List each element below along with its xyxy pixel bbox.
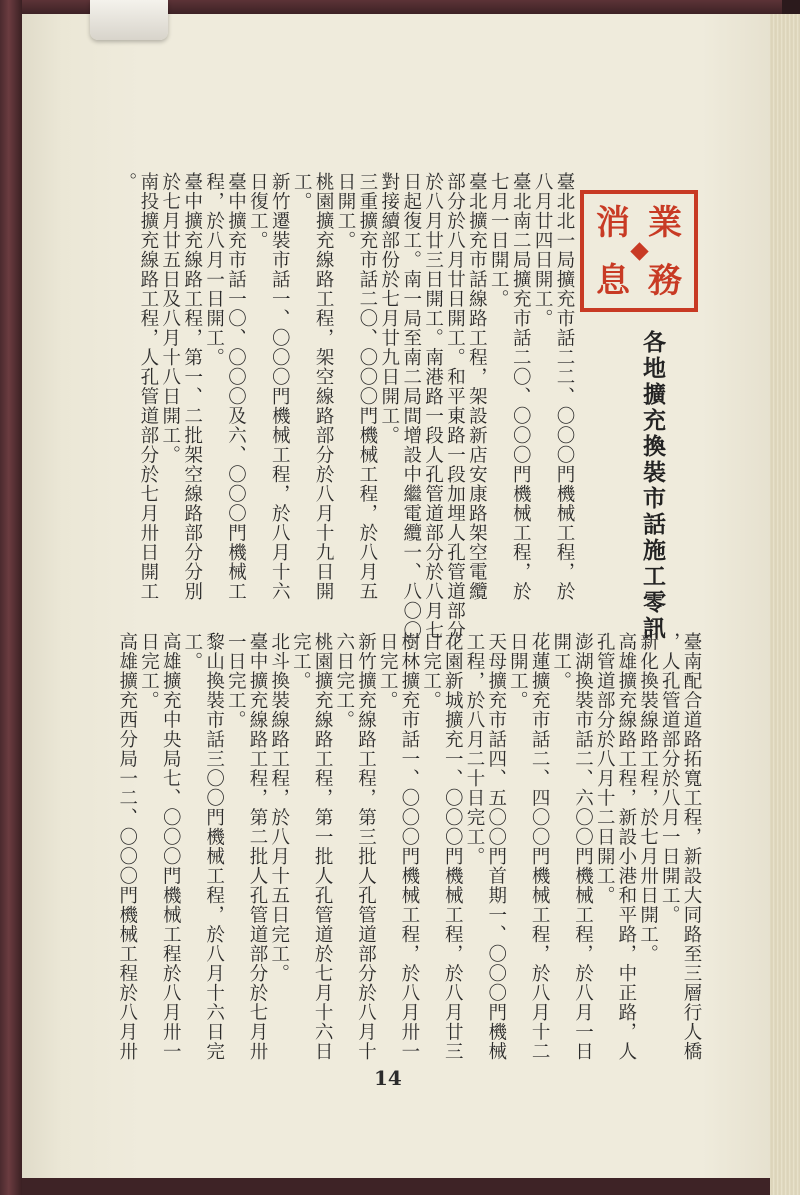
text-column: 臺中擴充市話一〇、〇〇〇及六、〇〇〇門機械工 xyxy=(225,172,247,601)
text-column: 部分於八月廿日開工。和平東路一段加埋人孔管道部分 xyxy=(444,172,466,640)
stamp-char-3: 消 xyxy=(596,203,630,243)
article-title: 各地擴充換裝市話施工零訊 xyxy=(639,330,665,642)
stamp-ornament xyxy=(630,242,648,260)
text-column: 高雄擴充西分局一二、〇〇〇門機械工程於八月卅 xyxy=(116,632,138,1061)
text-column: 臺北北一局擴充市話二二、〇〇〇門機械工程，於 xyxy=(554,172,575,601)
text-column: 一日完工。 xyxy=(225,632,247,730)
text-column: 六日完工。 xyxy=(333,632,355,730)
stamp-char-4: 息 xyxy=(596,261,630,301)
text-column: 澎湖換裝市話二、六〇〇門機械工程，於八月一日 xyxy=(572,632,594,1061)
stamp-char-2: 務 xyxy=(648,261,682,301)
text-column: 八月廿四日開工。 xyxy=(532,172,554,328)
text-column: 工。 xyxy=(291,172,313,211)
book-cover-spine xyxy=(0,0,22,1195)
bookmark-ribbon xyxy=(90,0,168,40)
text-column: 日完工。 xyxy=(420,632,442,710)
text-column: 南投擴充線路工程，人孔管道部分於七月卅日開工 xyxy=(137,172,159,601)
text-column: 花園新城擴充一、〇〇〇門機械工程，於八月廿三 xyxy=(442,632,464,1061)
text-column: 日開工。 xyxy=(335,172,356,250)
text-column: 程，於八月一日開工。 xyxy=(203,172,225,367)
text-column: 黎山換裝市話三〇〇門機械工程，於八月十六日完 xyxy=(203,632,225,1061)
text-column: 臺中擴充線路工程，第二批人孔管道部分於七月卅 xyxy=(247,632,268,1061)
text-column: 。 xyxy=(116,172,137,192)
text-column: 新竹遷裝市話一、〇〇〇門機械工程，於八月十六 xyxy=(269,172,291,601)
text-column: 三重擴充市話二〇、〇〇〇門機械工程，於八月五 xyxy=(356,172,378,601)
text-column: 臺北擴充市話線路工程，架設新店安康路架空電纜 xyxy=(466,172,488,601)
text-column: 花蓮擴充市話二、四〇〇門機械工程，於八月十二 xyxy=(529,632,551,1061)
text-column: 工。 xyxy=(181,632,203,671)
text-column: 桃園擴充線路工程，第一批人孔管道於七月十六日 xyxy=(312,632,334,1061)
text-column: 於八月廿三日開工。南港路一段人孔管道部分於八月七 xyxy=(422,172,444,640)
text-column: ，人孔管道部分於八月一日開工。 xyxy=(659,632,681,925)
text-column: 臺南配合道路拓寬工程，新設大同路至三層行人橋 xyxy=(681,632,702,1061)
stamp-char-1: 業 xyxy=(648,203,682,243)
text-column: 新竹擴充線路工程，第三批人孔管道部分於八月十 xyxy=(355,632,377,1061)
text-column: 開工。 xyxy=(550,632,572,691)
text-column: 工程，於八月二十日完工。 xyxy=(464,632,485,866)
text-column: 天母擴充市話四、五〇〇門首期一、〇〇〇門機械 xyxy=(485,632,507,1061)
text-column: 孔管道部分於八月十二日開工。 xyxy=(594,632,616,905)
text-column: 臺北南二局擴充市話二〇、〇〇〇門機械工程，於 xyxy=(510,172,532,601)
text-column: 對接續部份於七月廿九日開工。 xyxy=(378,172,400,445)
text-column: 臺中擴充線路工程，第一、二批架空線路部分分別 xyxy=(181,172,203,601)
text-column: 高雄擴充線路工程，新設小港和平路，中正路，人 xyxy=(615,632,637,1061)
book-cover-bottom xyxy=(22,1178,782,1195)
page-edges xyxy=(770,14,800,1195)
text-column: 於七月廿五日及八月十八日開工。 xyxy=(159,172,181,465)
text-column: 日完工。 xyxy=(138,632,160,710)
text-column: 樹林擴充市話一、〇〇〇門機械工程，於八月卅一 xyxy=(398,632,420,1061)
text-column: 高雄擴充中央局七、〇〇〇門機械工程於八月卅一 xyxy=(160,632,182,1061)
text-column: 桃園擴充線路工程，架空線路部分於八月十九日開 xyxy=(313,172,335,601)
text-column: 日完工。 xyxy=(377,632,399,710)
text-column: 北斗換裝線路工程，於八月十五日完工。 xyxy=(268,632,290,983)
text-column: 日起復工。南一局至南二局間增設中繼電纜一、八〇〇 xyxy=(400,172,422,640)
text-column: 完工。 xyxy=(290,632,312,691)
text-column: 日復工。 xyxy=(247,172,269,250)
text-column: 新化換裝線路工程，於七月卅日開工。 xyxy=(637,632,659,964)
page-number: 14 xyxy=(374,1066,402,1090)
text-column: 日開工。 xyxy=(507,632,529,710)
business-news-stamp xyxy=(580,190,698,312)
text-column: 七月一日開工。 xyxy=(488,172,510,309)
